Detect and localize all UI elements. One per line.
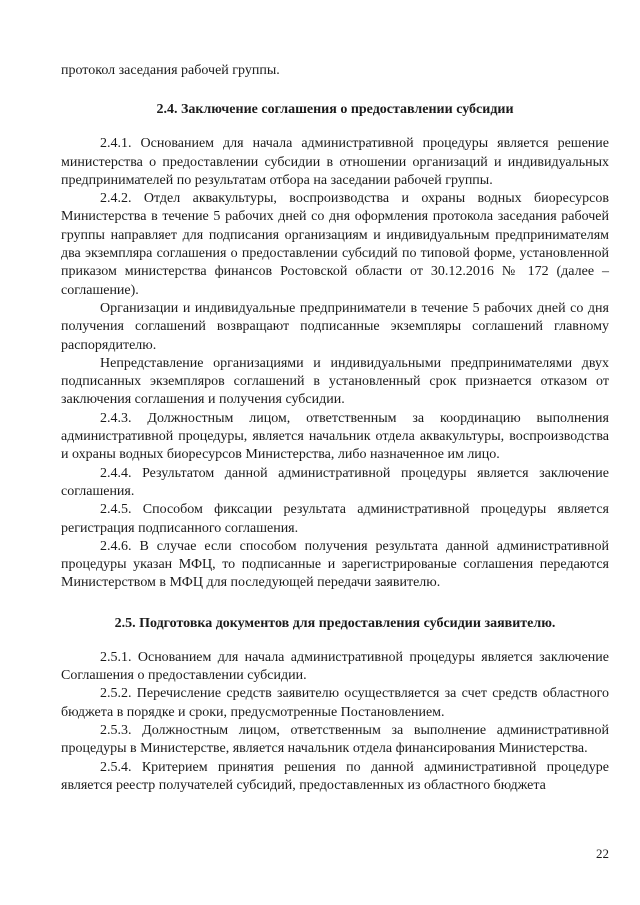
paragraph-2-5-2: 2.5.2. Перечисление средств заявителю осуществляется за счет средств областного бюджета в порядке и сроки, предусмотренные Постановлением.	[61, 686, 609, 720]
paragraph-organizations-return: Организации и индивидуальные предприниматели в течение 5 рабочих дней со дня получения соглашений возвращают подписанные экземпляры соглашений главному распорядителю.	[61, 300, 609, 353]
section-heading-2-4: 2.4. Заключение соглашения о предоставлении субсидии	[156, 102, 514, 118]
section-heading-2-5: 2.5. Подготовка документов для предоставления субсидии заявителю.	[114, 615, 556, 631]
paragraph-2-4-4: 2.4.4. Результатом данной административной процедуры является заключение соглашения.	[61, 465, 609, 499]
continuation-text: протокол заседания рабочей группы.	[61, 63, 280, 78]
paragraph-2-5-4: 2.5.4. Критерием принятия решения по данной административной процедуре является реестр получателей субсидий, предоставленных из областного бюджета	[61, 759, 609, 793]
document-body	[61, 62, 609, 795]
paragraph-2-4-1: 2.4.1. Основанием для начала административной процедуры является решение министерства о предоставлении субсидии в отношении организаций и индивидуальных предпринимателей по результатам отбора на заседании рабочей группы.	[61, 136, 609, 188]
paragraph-2-4-3: 2.4.3. Должностным лицом, ответственным за координацию выполнения административной процедуры, является начальник отдела аквакультуры, воспроизводства и охраны водных биоресурсов Министерства, либо назначенное им лицо.	[61, 410, 609, 463]
paragraph-2-5-3: 2.5.3. Должностным лицом, ответственным за выполнение административной процедуры в Министерстве, является начальник отдела финансирования Министерства.	[61, 722, 609, 757]
page-number: 22	[596, 846, 609, 861]
paragraph-2-4-2: 2.4.2. Отдел аквакультуры, воспроизводства и охраны водных биоресурсов Министерства в течение 5 рабочих дней со дня оформления протокола заседания рабочей группы направляет для подписания организациям и индивидуальным предпринимателям два экземпляра соглашения о предоставлении субсидий по типовой форме, установленной приказом министерства финансов Ростовской области от 30.12.2016 № 172 (далее – соглашение).	[61, 191, 609, 298]
paragraph-2-5-1: 2.5.1. Основанием для начала административной процедуры является заключение Соглашения о предоставлении субсидии.	[61, 649, 609, 684]
paragraph-2-4-6: 2.4.6. В случае если способом получения результата данной административной процедуры указан МФЦ, то подписанные и зарегистрированые соглашения передаются Министерством в МФЦ для последующей передачи заявителю.	[61, 538, 609, 591]
paragraph-2-4-5: 2.4.5. Способом фиксации результата административной процедуры является регистрация подписанного соглашения.	[61, 502, 609, 536]
paragraph-non-submission: Непредставление организациями и индивидуальными предпринимателями двух подписанных экземпляров соглашений в установленный срок признается отказом от заключения соглашения и получения субсидии.	[61, 355, 609, 408]
